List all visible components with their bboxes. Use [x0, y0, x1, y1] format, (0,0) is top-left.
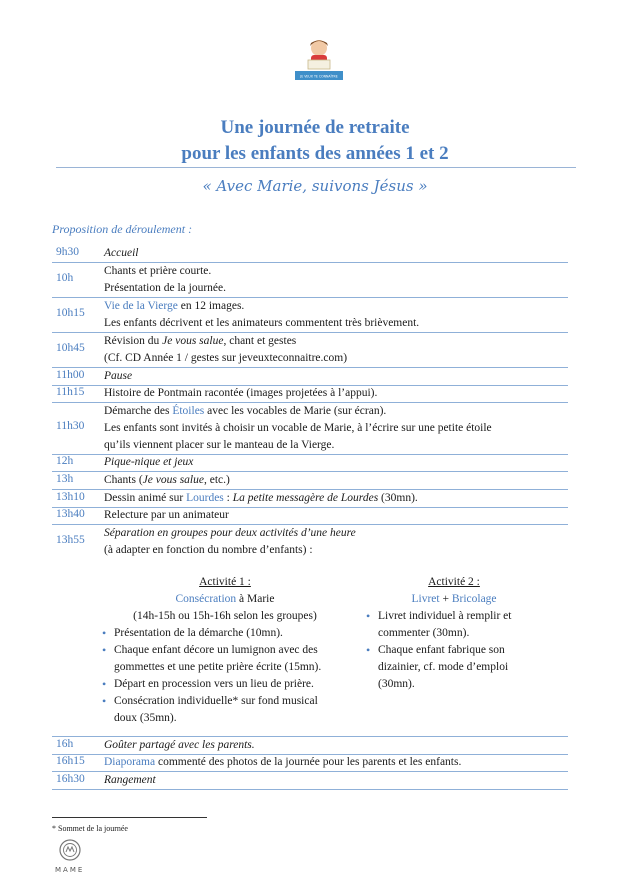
row-text: Révision du Je vous salue, chant et gestes (Cf. CD Année 1 / gestes sur jeveuxteconnaitre.com) — [104, 335, 348, 364]
table-row — [52, 754, 568, 772]
activity-2-heading: Activité 2 : — [428, 576, 480, 588]
row-text: Pause — [104, 370, 133, 382]
section-label: Proposition de déroulement : — [52, 222, 193, 236]
activity-2: Activité 2 : Livret + Bricolage • Livret individuel à remplir et commenter (30mn). • Chaque enfant fabrique son dizainier, cf. mode d’emploi (30mn). — [364, 574, 544, 693]
row-time: 13h55 — [56, 534, 85, 546]
table-row — [52, 489, 568, 508]
table-row — [52, 736, 568, 755]
row-text: Relecture par un animateur — [104, 509, 229, 521]
table-row — [52, 524, 568, 737]
row-text: Chants et prière courte. Présentation de la journée. — [104, 265, 226, 294]
logo-text: JE VEUX TE CONNAÎTRE — [300, 74, 338, 79]
row-time: 11h15 — [56, 386, 85, 398]
je-veux-te-connaitre-logo — [294, 34, 344, 82]
page-title-line1: Une journée de retraite — [220, 117, 410, 138]
list-item: • Chaque enfant fabrique son dizainier, cf. mode d’emploi (30mn). — [366, 643, 509, 690]
list-item: • Consécration individuelle* sur fond musical doux (35mn). — [102, 694, 318, 724]
row-time: 16h30 — [56, 773, 85, 785]
list-item: • Présentation de la démarche (10mn). — [102, 626, 283, 640]
table-row — [52, 244, 568, 263]
page-title-line2: pour les enfants des années 1 et 2 — [181, 143, 449, 164]
publisher-name: MAME — [55, 866, 85, 874]
etoiles-link[interactable]: Étoiles — [172, 405, 205, 417]
row-text: Vie de la Vierge en 12 images. Les enfants décrivent et les animateurs commentent très brièvement. — [104, 300, 420, 329]
list-item: • Chaque enfant décore un lumignon avec des gommettes et une petite prière écrite (15mn). — [102, 643, 322, 673]
row-time: 13h10 — [56, 491, 85, 503]
table-row — [52, 332, 568, 368]
footnote: * Sommet de la journée — [52, 824, 128, 833]
row-text: Accueil — [104, 247, 139, 259]
row-text: Séparation en groupes pour deux activités d’une heure (à adapter en fonction du nombre d’enfants) : — [104, 527, 356, 556]
table-row — [52, 402, 568, 455]
table-row — [52, 507, 568, 525]
row-time: 11h00 — [56, 369, 85, 381]
row-text: Rangement — [104, 774, 156, 786]
row-time: 12h — [56, 455, 74, 467]
footnote-divider — [52, 817, 207, 818]
mame-emblem-icon — [58, 838, 82, 862]
row-time: 11h30 — [56, 420, 85, 432]
title-divider — [56, 167, 576, 168]
row-text: Chants (Je vous salue, etc.) — [104, 474, 230, 486]
row-text: Dessin animé sur Lourdes : La petite messagère de Lourdes (30mn). — [104, 492, 418, 504]
diaporama-link[interactable]: Diaporama — [104, 756, 156, 768]
row-time: 16h — [56, 738, 74, 750]
row-text: Pique-nique et jeux — [104, 456, 194, 468]
row-time: 9h30 — [56, 246, 79, 258]
vie-de-la-vierge-link[interactable]: Vie de la Vierge — [104, 300, 178, 312]
lourdes-link[interactable]: Lourdes — [186, 492, 224, 504]
row-time: 10h45 — [56, 342, 85, 354]
table-row — [52, 297, 568, 333]
row-time: 13h40 — [56, 508, 85, 520]
activity-1-schedule: (14h-15h ou 15h-16h selon les groupes) — [133, 610, 317, 622]
row-text: Histoire de Pontmain racontée (images projetées à l’appui). — [104, 387, 378, 399]
consecration-link[interactable]: Consécration — [175, 593, 237, 605]
row-text: Diaporama commenté des photos de la journée pour les parents et les enfants. — [104, 756, 462, 768]
subtitle: « Avec Marie, suivons Jésus » — [202, 177, 428, 195]
table-row — [52, 771, 568, 790]
row-time: 10h — [56, 272, 74, 284]
row-time: 10h15 — [56, 307, 85, 319]
table-row — [52, 367, 568, 386]
livret-link[interactable]: Livret — [411, 593, 440, 605]
table-row — [52, 385, 568, 403]
bricolage-link[interactable]: Bricolage — [451, 593, 497, 605]
table-row — [52, 262, 568, 298]
row-time: 16h15 — [56, 755, 85, 767]
row-text: Goûter partagé avec les parents. — [104, 739, 255, 751]
table-row — [52, 454, 568, 472]
activity-1-heading: Activité 1 : — [199, 576, 251, 588]
list-item: • Départ en procession vers un lieu de prière. — [102, 677, 314, 691]
list-item: • Livret individuel à remplir et commenter (30mn). — [366, 609, 512, 639]
row-time: 13h — [56, 473, 74, 485]
row-text: Démarche des Étoiles avec les vocables de Marie (sur écran). Les enfants sont invités à choisir un vocable de Marie, à l’écrire sur une petite étoile qu’ils viennent placer sur le manteau de la Vierge. — [104, 405, 492, 451]
table-row — [52, 471, 568, 490]
activity-1: Activité 1 : Consécration à Marie (14h-15h ou 15h-16h selon les groupes) • Présentation de la démarche (10mn). • Chaque enfant décore un lumignon avec des gommettes et une petite prière écrite (15mn). • Départ en procession vers un lieu de prière. • Consécration individuelle* sur fond musical doux (35mn). — [100, 574, 350, 727]
